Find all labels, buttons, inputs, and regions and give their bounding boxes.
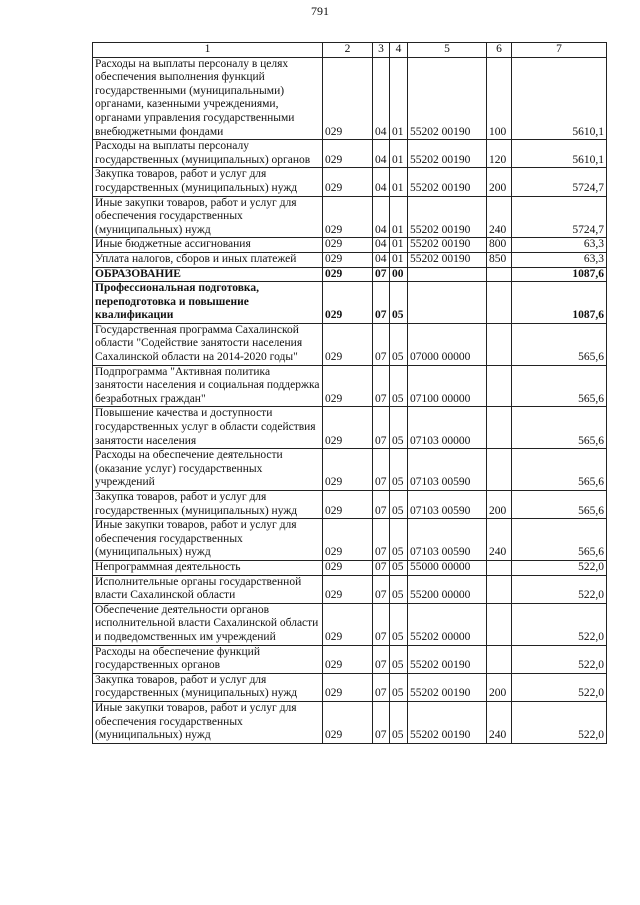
cell-subsection: 01: [390, 238, 408, 253]
cell-section: 04: [373, 196, 390, 238]
cell-admin-code: 029: [323, 365, 373, 407]
header-col-4: 4: [390, 43, 408, 58]
cell-expense-type: [487, 267, 512, 282]
cell-admin-code: 029: [323, 645, 373, 673]
cell-amount: 5610,1: [512, 57, 607, 140]
cell-admin-code: 029: [323, 168, 373, 196]
cell-section: 07: [373, 449, 390, 491]
cell-admin-code: 029: [323, 267, 373, 282]
cell-target-article: 55202 00190: [408, 645, 487, 673]
cell-name: Иные закупки товаров, работ и услуг для обеспечения государственных (муниципальных) нужд: [93, 519, 323, 561]
cell-section: 07: [373, 282, 390, 324]
cell-subsection: 05: [390, 575, 408, 603]
cell-admin-code: 029: [323, 196, 373, 238]
cell-section: 07: [373, 267, 390, 282]
cell-name: Иные бюджетные ассигнования: [93, 238, 323, 253]
cell-admin-code: 029: [323, 407, 373, 449]
table-header-row: [93, 43, 607, 58]
cell-name: Закупка товаров, работ и услуг для государственных (муниципальных) нужд: [93, 168, 323, 196]
cell-name: Обеспечение деятельности органов исполнительной власти Сахалинской области и подведомственных им учреждений: [93, 603, 323, 645]
cell-section: 07: [373, 519, 390, 561]
cell-target-article: 55200 00000: [408, 575, 487, 603]
cell-subsection: 05: [390, 701, 408, 743]
cell-amount: 522,0: [512, 701, 607, 743]
cell-section: 04: [373, 238, 390, 253]
cell-amount: 522,0: [512, 560, 607, 575]
table-row: [93, 407, 607, 449]
cell-section: 04: [373, 140, 390, 168]
cell-subsection: 05: [390, 560, 408, 575]
cell-admin-code: 029: [323, 449, 373, 491]
table-row: [93, 701, 607, 743]
cell-amount: 565,6: [512, 407, 607, 449]
cell-target-article: 07103 00000: [408, 407, 487, 449]
table-row: [93, 575, 607, 603]
cell-name: ОБРАЗОВАНИЕ: [93, 267, 323, 282]
cell-amount: 565,6: [512, 519, 607, 561]
cell-amount: 1087,6: [512, 282, 607, 324]
cell-amount: 63,3: [512, 238, 607, 253]
cell-expense-type: [487, 282, 512, 324]
table-row: [93, 323, 607, 365]
table-row: [93, 603, 607, 645]
cell-name: Непрограммная деятельность: [93, 560, 323, 575]
cell-admin-code: 029: [323, 238, 373, 253]
cell-section: 07: [373, 645, 390, 673]
table-row: [93, 140, 607, 168]
cell-admin-code: 029: [323, 603, 373, 645]
table-row: [93, 491, 607, 519]
cell-name: Расходы на выплаты персоналу в целях обеспечения выполнения функций государственными (муниципальными) органами, казенными учреждениями, органами управления государственными внебюджетными фондами: [93, 57, 323, 140]
cell-subsection: 01: [390, 140, 408, 168]
cell-target-article: [408, 282, 487, 324]
cell-amount: 5724,7: [512, 196, 607, 238]
cell-admin-code: 029: [323, 323, 373, 365]
cell-expense-type: 850: [487, 252, 512, 267]
cell-target-article: 55202 00190: [408, 252, 487, 267]
cell-subsection: 05: [390, 603, 408, 645]
cell-expense-type: 200: [487, 673, 512, 701]
cell-amount: 522,0: [512, 575, 607, 603]
cell-section: 04: [373, 168, 390, 196]
cell-target-article: 55202 00190: [408, 238, 487, 253]
cell-expense-type: 800: [487, 238, 512, 253]
header-col-1: 1: [93, 43, 323, 58]
cell-expense-type: [487, 365, 512, 407]
cell-amount: 5610,1: [512, 140, 607, 168]
page-number: 791: [311, 4, 329, 18]
cell-expense-type: 200: [487, 491, 512, 519]
cell-expense-type: [487, 449, 512, 491]
cell-section: 07: [373, 365, 390, 407]
cell-subsection: 05: [390, 491, 408, 519]
cell-name: Расходы на обеспечение функций государственных органов: [93, 645, 323, 673]
cell-target-article: 07103 00590: [408, 519, 487, 561]
cell-section: 07: [373, 701, 390, 743]
cell-expense-type: 200: [487, 168, 512, 196]
cell-name: Закупка товаров, работ и услуг для государственных (муниципальных) нужд: [93, 673, 323, 701]
cell-name: Подпрограмма "Активная политика занятости населения и социальная поддержка безработных граждан": [93, 365, 323, 407]
cell-admin-code: 029: [323, 252, 373, 267]
cell-target-article: 55202 00190: [408, 168, 487, 196]
header-col-5: 5: [408, 43, 487, 58]
cell-amount: 522,0: [512, 603, 607, 645]
cell-subsection: 05: [390, 365, 408, 407]
table-row: [93, 168, 607, 196]
table-row: [93, 365, 607, 407]
cell-target-article: [408, 267, 487, 282]
cell-name: Иные закупки товаров, работ и услуг для обеспечения государственных (муниципальных) нужд: [93, 701, 323, 743]
cell-target-article: 55202 00190: [408, 701, 487, 743]
cell-target-article: 55202 00190: [408, 673, 487, 701]
cell-target-article: 55202 00190: [408, 140, 487, 168]
cell-section: 04: [373, 57, 390, 140]
cell-subsection: 00: [390, 267, 408, 282]
cell-expense-type: [487, 575, 512, 603]
table-row: [93, 57, 607, 140]
cell-amount: 565,6: [512, 365, 607, 407]
header-col-7: 7: [512, 43, 607, 58]
cell-subsection: 05: [390, 449, 408, 491]
cell-target-article: 07000 00000: [408, 323, 487, 365]
budget-table: [92, 42, 607, 744]
cell-amount: 5724,7: [512, 168, 607, 196]
table-row: [93, 252, 607, 267]
cell-amount: 565,6: [512, 491, 607, 519]
cell-target-article: 07100 00000: [408, 365, 487, 407]
header-col-2: 2: [323, 43, 373, 58]
cell-subsection: 05: [390, 407, 408, 449]
cell-section: 07: [373, 603, 390, 645]
table-row: [93, 449, 607, 491]
cell-target-article: 55202 00190: [408, 57, 487, 140]
cell-section: 07: [373, 560, 390, 575]
cell-section: 04: [373, 252, 390, 267]
cell-admin-code: 029: [323, 57, 373, 140]
table-row: [93, 196, 607, 238]
cell-expense-type: 100: [487, 57, 512, 140]
cell-expense-type: 120: [487, 140, 512, 168]
cell-admin-code: 029: [323, 140, 373, 168]
cell-amount: 63,3: [512, 252, 607, 267]
table-row: [93, 282, 607, 324]
cell-admin-code: 029: [323, 673, 373, 701]
table-row: [93, 267, 607, 282]
cell-section: 07: [373, 575, 390, 603]
header-col-3: 3: [373, 43, 390, 58]
cell-section: 07: [373, 673, 390, 701]
cell-subsection: 05: [390, 673, 408, 701]
cell-target-article: 55202 00190: [408, 196, 487, 238]
cell-amount: 565,6: [512, 449, 607, 491]
cell-expense-type: 240: [487, 701, 512, 743]
cell-admin-code: 029: [323, 701, 373, 743]
cell-subsection: 05: [390, 323, 408, 365]
header-col-6: 6: [487, 43, 512, 58]
cell-subsection: 05: [390, 282, 408, 324]
cell-name: Расходы на выплаты персоналу государственных (муниципальных) органов: [93, 140, 323, 168]
cell-section: 07: [373, 323, 390, 365]
cell-amount: 522,0: [512, 673, 607, 701]
cell-subsection: 01: [390, 252, 408, 267]
cell-name: Повышение качества и доступности государственных услуг в области содействия занятости населения: [93, 407, 323, 449]
cell-amount: 522,0: [512, 645, 607, 673]
cell-expense-type: [487, 645, 512, 673]
cell-subsection: 01: [390, 168, 408, 196]
cell-section: 07: [373, 491, 390, 519]
table-body: [93, 57, 607, 743]
cell-target-article: 07103 00590: [408, 491, 487, 519]
cell-target-article: 55000 00000: [408, 560, 487, 575]
cell-expense-type: [487, 560, 512, 575]
cell-expense-type: 240: [487, 196, 512, 238]
cell-name: Государственная программа Сахалинской области "Содействие занятости населения Сахалинской области на 2014-2020 годы": [93, 323, 323, 365]
cell-target-article: 07103 00590: [408, 449, 487, 491]
cell-admin-code: 029: [323, 282, 373, 324]
cell-amount: 565,6: [512, 323, 607, 365]
cell-admin-code: 029: [323, 519, 373, 561]
cell-section: 07: [373, 407, 390, 449]
cell-admin-code: 029: [323, 560, 373, 575]
cell-name: Профессиональная подготовка, переподготовка и повышение квалификации: [93, 282, 323, 324]
cell-name: Иные закупки товаров, работ и услуг для обеспечения государственных (муниципальных) нужд: [93, 196, 323, 238]
cell-subsection: 01: [390, 196, 408, 238]
cell-name: Закупка товаров, работ и услуг для государственных (муниципальных) нужд: [93, 491, 323, 519]
cell-subsection: 05: [390, 519, 408, 561]
cell-admin-code: 029: [323, 575, 373, 603]
table-row: [93, 519, 607, 561]
table-row: [93, 673, 607, 701]
table-row: [93, 560, 607, 575]
cell-target-article: 55202 00000: [408, 603, 487, 645]
cell-name: Исполнительные органы государственной власти Сахалинской области: [93, 575, 323, 603]
cell-subsection: 01: [390, 57, 408, 140]
table-row: [93, 238, 607, 253]
table-row: [93, 645, 607, 673]
cell-name: Уплата налогов, сборов и иных платежей: [93, 252, 323, 267]
cell-subsection: 05: [390, 645, 408, 673]
cell-expense-type: [487, 323, 512, 365]
cell-name: Расходы на обеспечение деятельности (оказание услуг) государственных учреждений: [93, 449, 323, 491]
cell-expense-type: 240: [487, 519, 512, 561]
cell-expense-type: [487, 603, 512, 645]
cell-admin-code: 029: [323, 491, 373, 519]
cell-amount: 1087,6: [512, 267, 607, 282]
cell-expense-type: [487, 407, 512, 449]
